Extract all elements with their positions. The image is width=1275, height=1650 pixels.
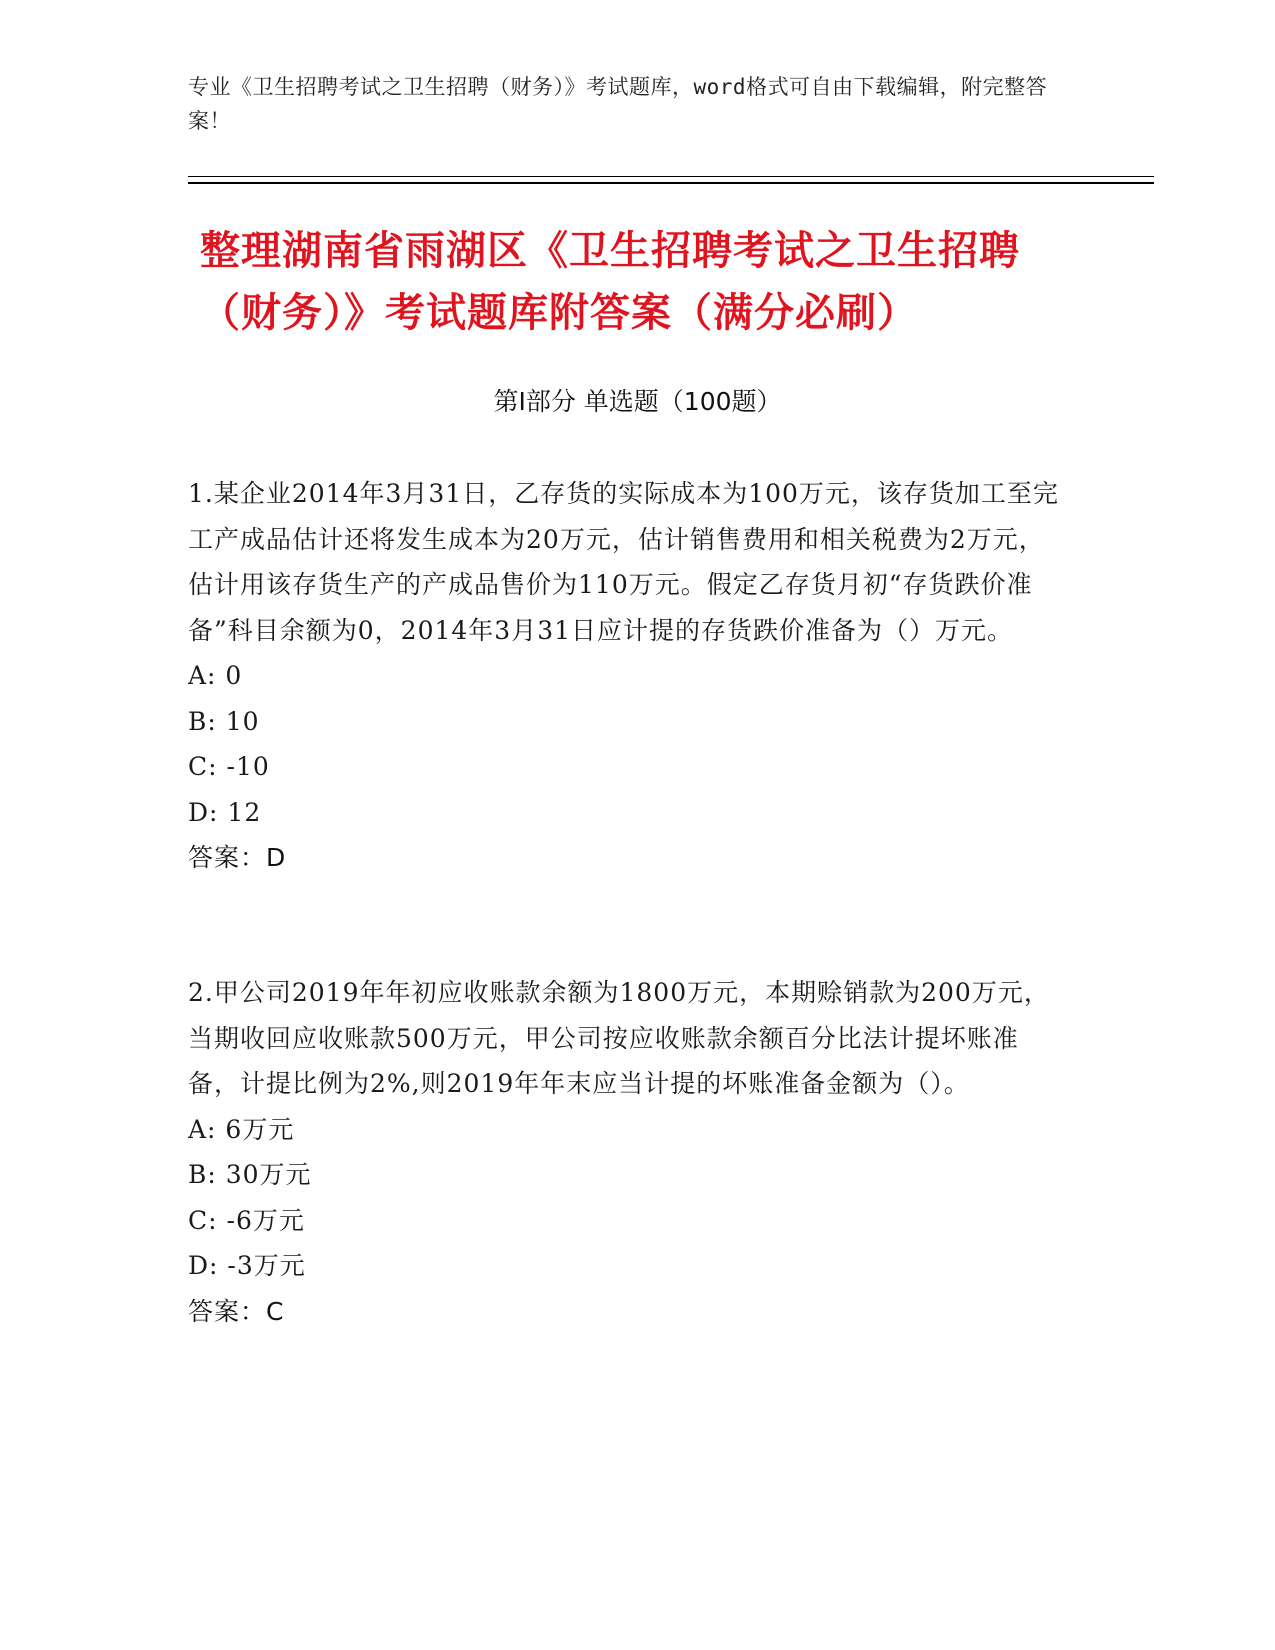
option-a: A: 0 [188, 661, 243, 690]
option-c: C: -10 [188, 752, 270, 781]
header-divider-top [188, 176, 1154, 177]
document-title: 整理湖南省雨湖区《卫生招聘考试之卫生招聘（财务）》考试题库附答案（满分必刷） [200, 228, 1020, 336]
header-note: 专业《卫生招聘考试之卫生招聘（财务）》考试题库，word格式可自由下载编辑，附完整答案！ [188, 75, 1048, 133]
option-d: D: -3万元 [188, 1251, 306, 1280]
option-b: B: 10 [188, 706, 260, 736]
section-heading: 第Ⅰ部分 单选题（100题） [493, 387, 782, 416]
answer-label: 答案：C [188, 1296, 285, 1326]
answer-label: 答案：D [188, 843, 287, 872]
option-d: D: 12 [188, 797, 262, 827]
option-b: B: 30万元 [188, 1160, 312, 1189]
question-text: 2.甲公司2019年年初应收账款余额为1800万元，本期赊销款为200万元，当期收回应收账款500万元，甲公司按应收账款余额百分比法计提坏账准备，计提比例为2%,则2019年年末应当计提的坏账准备金额为（）。 [188, 978, 1050, 1098]
question-block [188, 471, 1068, 881]
question-text: 1.某企业2014年3月31日，乙存货的实际成本为100万元，该存货加工至完工产成品估计还将发生成本为20万元，估计销售费用和相关税费为2万元，估计用该存货生产的产成品售价为110万元。假定乙存货月初“存货跌价准备”科目余额为0，2014年3月31日应计提的存货跌价准备为（）万元。 [188, 479, 1059, 645]
option-c: C: -6万元 [188, 1205, 305, 1235]
question-block [188, 970, 1068, 1334]
option-a: A: 6万元 [188, 1114, 295, 1144]
header-divider-bottom [188, 182, 1154, 184]
